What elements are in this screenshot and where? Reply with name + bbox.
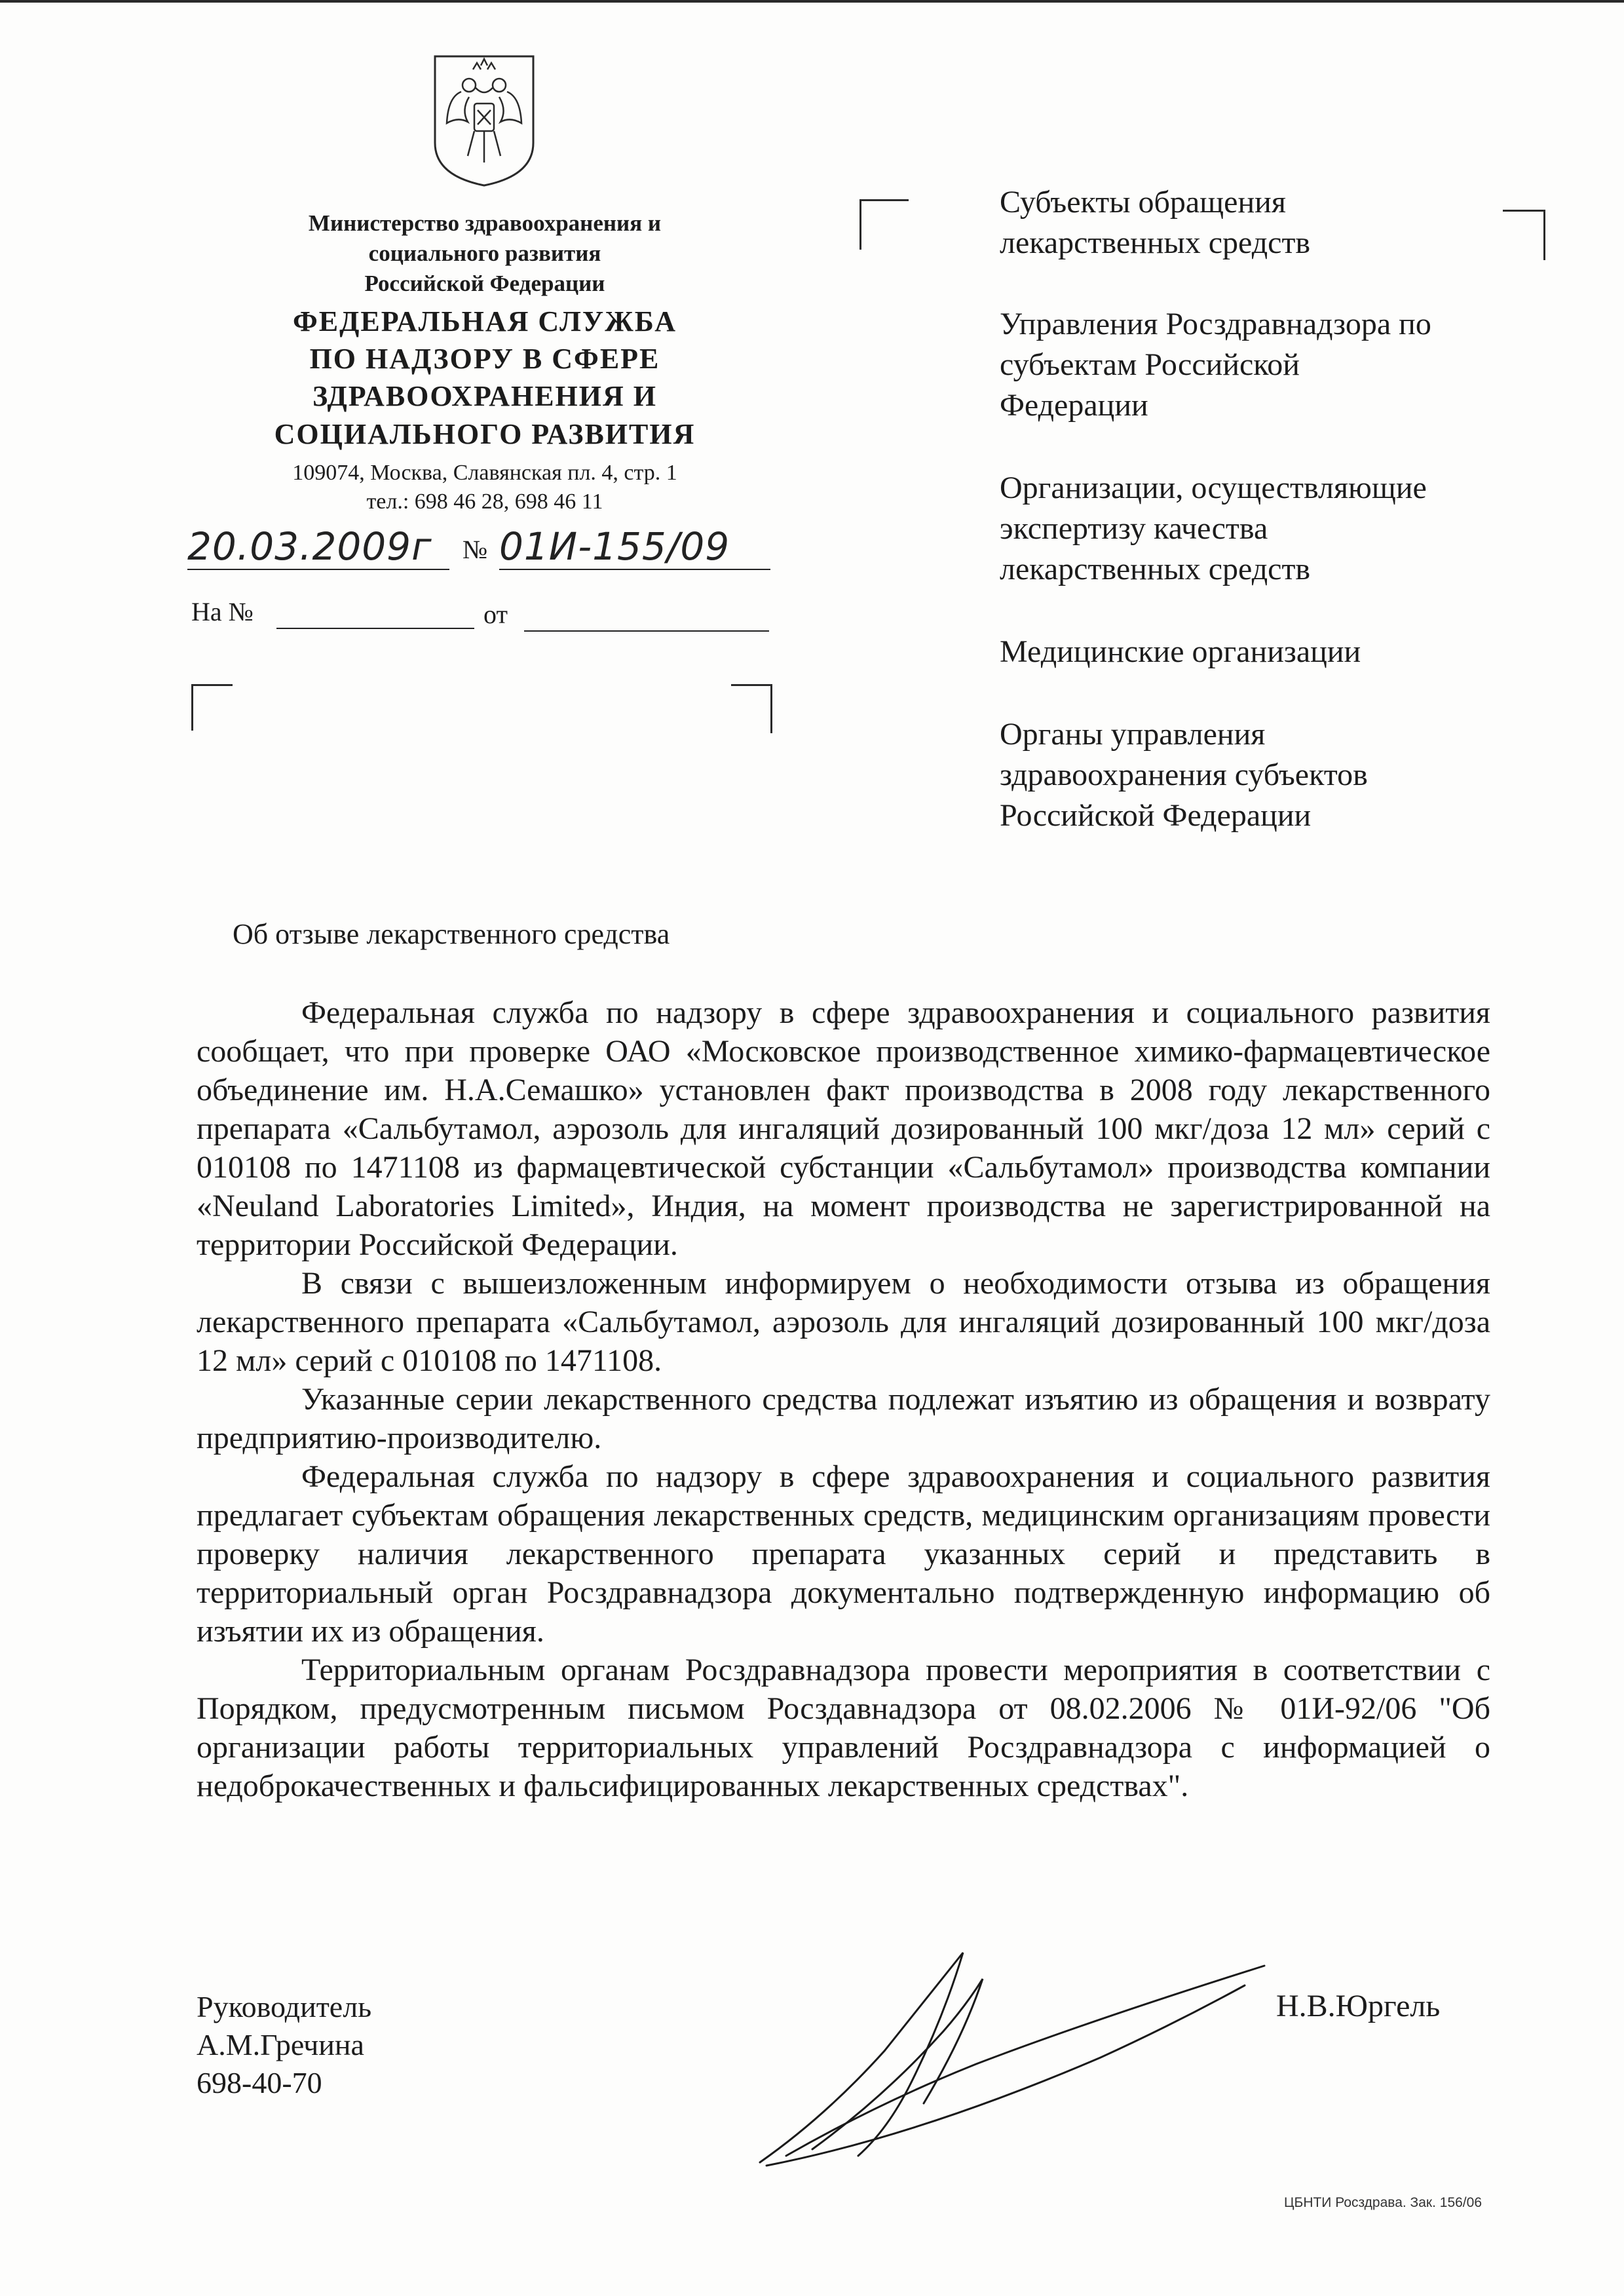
- reply-from-label: от: [483, 600, 508, 629]
- recipient-1: Субъекты обращения лекарственных средств: [1000, 185, 1311, 260]
- ministry-name: Министерство здравоохранения и социального развития Российской Федерации: [308, 210, 662, 297]
- recipient-5: Органы управления здравоохранения субъектов Российской Федерации: [1000, 717, 1368, 833]
- body-paragraph: Территориальным органам Росздравнадзора провести мероприятия в соответствии с Порядком, предусмотренным письмом Росздавнадзора от 08.02.2006 № 01И-92/06 "Об организации работы территориальных управлений Росздравнадзора с информацией о недоброкачественных и фальсифицированных лекарственных средствах".: [197, 1653, 1490, 1803]
- bracket-left-top: [191, 684, 233, 731]
- recipient-4: Медицинские организации: [1000, 634, 1361, 669]
- recipient-3: Организации, осуществляющие экспертизу качества лекарственных средств: [1000, 470, 1427, 586]
- body-paragraph: Указанные серии лекарственного средства подлежат изъятию из обращения и возврату предприятию-производителю.: [197, 1382, 1490, 1455]
- letter-subject: Об отзыве лекарственного средства: [233, 918, 670, 950]
- handwritten-signature-icon: [747, 1940, 1297, 2175]
- registration-date-field: [187, 524, 449, 570]
- body-paragraph: Федеральная служба по надзору в сфере здравоохранения и социального развития сообщает, что при проверке ОАО «Московское производственное химико-фармацевтическое объединение им. Н.А.Семашко» установлен факт производства в 2008 году лекарственного препарата «Сальбутамол, аэрозоль для ингаляций дозированный 100 мкг/доза 12 мл» серий с 010108 по 1471108 из фармацевтической субстанции «Сальбутамол» производства компании «Neuland Laboratories Limited», Индия, на момент производства не зарегистрированной на территории Российской Федерации.: [197, 995, 1490, 1262]
- body-paragraph: В связи с вышеизложенным информируем о необходимости отзыва из обращения лекарственного препарата «Сальбутамол, аэрозоль для ингаляций дозированный 100 мкг/доза 12 мл» серий с 010108 по 1471108.: [197, 1266, 1490, 1378]
- body-paragraph: Федеральная служба по надзору в сфере здравоохранения и социального развития предлагает субъектам обращения лекарственных средств, медицинским организациям провести проверку наличия лекарственного препарата указанных серий и представить в территориальный орган Росздравнадзора документально подтвержденную информацию об изъятии их из обращения.: [197, 1459, 1490, 1649]
- print-footer: ЦБНТИ Росздрава. Зак. 156/06: [1284, 2195, 1482, 2210]
- executor-name: А.М.Гречина: [197, 2028, 364, 2061]
- bracket-left-top-right: [731, 684, 772, 733]
- reply-number-line: [276, 628, 474, 629]
- executor-phone: 698-40-70: [197, 2066, 322, 2099]
- recipient-2: Управления Росздравнадзора по субъектам Российской Федерации: [1000, 307, 1431, 423]
- reply-date-line: [524, 630, 769, 632]
- reply-number-label: На №: [191, 597, 254, 626]
- signature-block-left: [197, 1988, 371, 2102]
- signer-title: Руководитель: [197, 1990, 372, 2023]
- registration-number-field: [499, 524, 770, 570]
- scan-top-edge: [0, 0, 1624, 3]
- letter-body: [197, 993, 1490, 1805]
- agency-name: ФЕДЕРАЛЬНАЯ СЛУЖБА ПО НАДЗОРУ В СФЕРЕ ЗДРАВООХРАНЕНИЯ И СОЦИАЛЬНОГО РАЗВИТИЯ: [274, 305, 696, 450]
- agency-address: 109074, Москва, Славянская пл. 4, стр. 1 тел.: 698 46 28, 698 46 11: [292, 461, 677, 514]
- registration-number: 01И-155/09: [499, 524, 770, 570]
- russian-coat-of-arms-icon: [422, 51, 546, 189]
- number-label: №: [463, 535, 488, 564]
- bracket-recipient-left: [859, 199, 909, 250]
- signer-name: Н.В.Юргель: [1276, 1989, 1441, 2023]
- registration-date: 20.03.2009г: [187, 524, 449, 570]
